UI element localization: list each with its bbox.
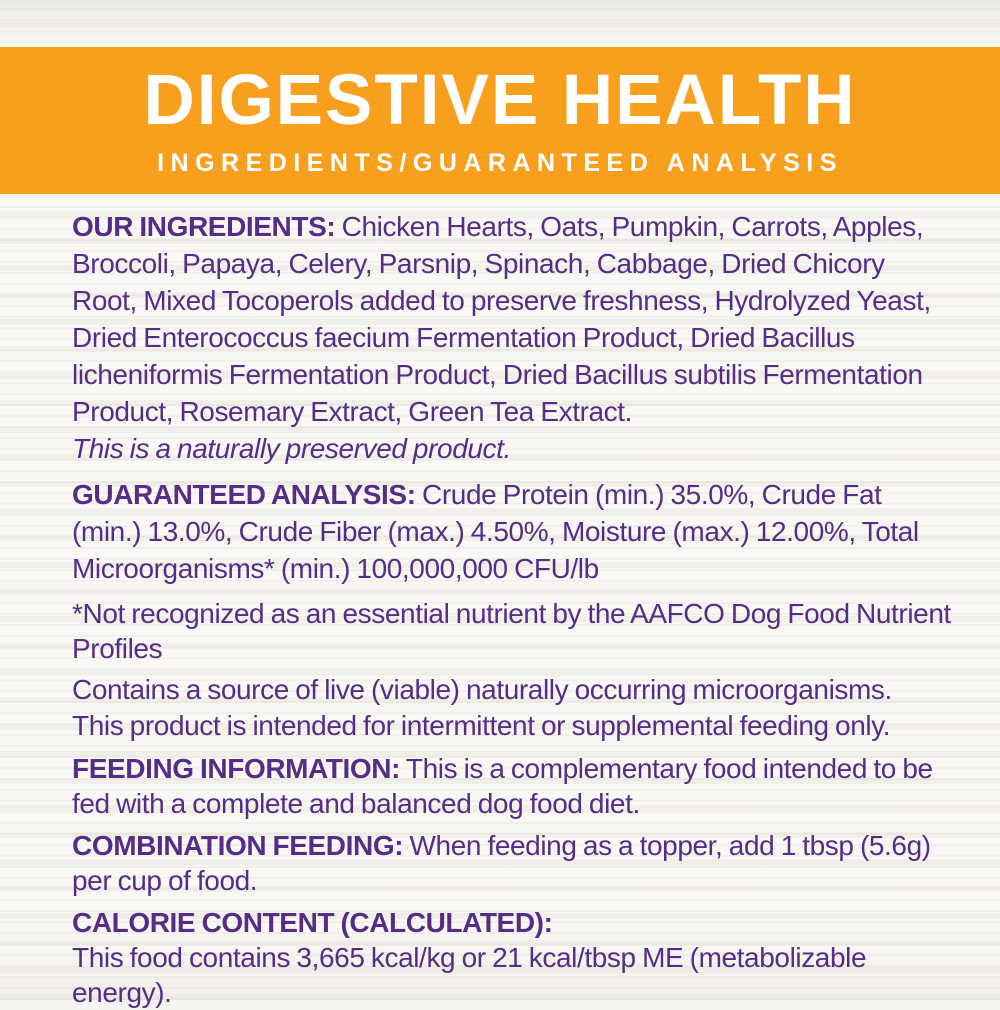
feeding-information-text: This is a complementary food intended to be fed with a complete and balanced dog food diet.: [72, 753, 933, 819]
section-combination-feeding: [72, 828, 954, 898]
guaranteed-analysis-text: Crude Protein (min.) 35.0%, Crude Fat (min.) 13.0%, Crude Fiber (max.) 4.50%, Moisture (max.) 12.00%, Total Microorganisms* (min.) 100,000,000 CFU/lb: [72, 479, 919, 584]
section-calorie-content: [72, 905, 954, 1010]
section-feeding-information: [72, 751, 954, 821]
ingredients-text: Chicken Hearts, Oats, Pumpkin, Carrots, Apples, Broccoli, Papaya, Celery, Parsnip, Spinach, Cabbage, Dried Chicory Root, Mixed Tocoperols added to preserve freshness, Hydrolyzed Yeast, Dried Enterococcus faecium Fermentation Product, Dried Bacillus licheniformis Fermentation Product, Dried Bacillus subtilis Fermentation Product, Rosemary Extract, Green Tea Extract.: [72, 211, 931, 427]
banner: [0, 47, 1000, 194]
section-footnotes: [72, 596, 954, 743]
page-title: DIGESTIVE HEALTH: [143, 61, 857, 140]
microorganisms-note: Contains a source of live (viable) naturally occurring microorganisms.: [72, 674, 892, 705]
calorie-content-heading: CALORIE CONTENT (CALCULATED):: [72, 907, 553, 938]
guaranteed-analysis-heading: GUARANTEED ANALYSIS:: [72, 479, 416, 510]
label-body: [72, 208, 954, 1010]
guaranteed-analysis-paragraph: [72, 476, 954, 587]
intermittent-feeding-note: This product is intended for intermittent or supplemental feeding only.: [72, 710, 891, 741]
section-guaranteed-analysis: [72, 476, 954, 587]
combination-feeding-text: When feeding as a topper, add 1 tbsp (5.6g) per cup of food.: [72, 830, 931, 896]
combination-feeding-paragraph: [72, 828, 954, 898]
aafco-footnote: *Not recognized as an essential nutrient by the AAFCO Dog Food Nutrient Profiles: [72, 598, 951, 664]
ingredients-heading: OUR INGREDIENTS:: [72, 211, 336, 242]
combination-feeding-heading: COMBINATION FEEDING:: [72, 830, 404, 861]
preservation-note: This is a naturally preserved product.: [72, 433, 511, 464]
ingredients-paragraph: [72, 208, 954, 430]
section-ingredients: [72, 208, 954, 467]
feeding-information-paragraph: [72, 751, 954, 821]
calorie-content-text: This food contains 3,665 kcal/kg or 21 kcal/tbsp ME (metabolizable energy).: [72, 942, 867, 1008]
feeding-information-heading: FEEDING INFORMATION:: [72, 753, 401, 784]
page-subtitle: INGREDIENTS/GUARANTEED ANALYSIS: [157, 149, 843, 177]
